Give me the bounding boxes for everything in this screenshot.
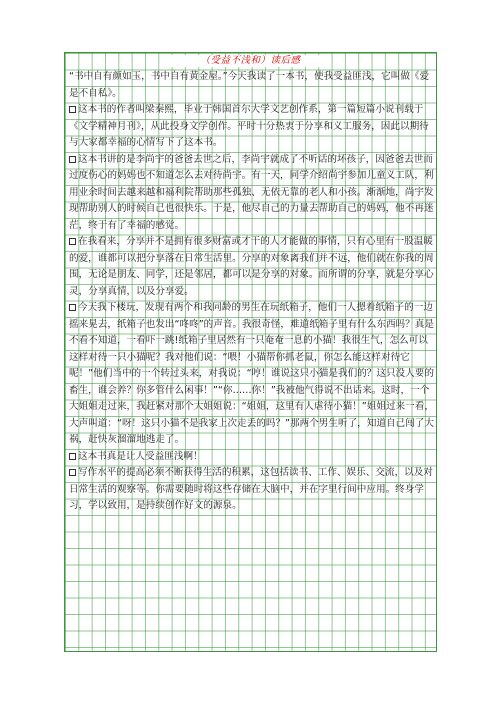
square-bullet-icon [69, 238, 76, 245]
paragraph-4 [69, 234, 435, 300]
square-bullet-icon [69, 106, 76, 113]
paragraph-text: 这本书真是让人受益匪浅啊！ [78, 450, 203, 462]
paragraph-7 [69, 465, 435, 515]
square-bullet-icon [69, 156, 76, 163]
square-bullet-icon [69, 469, 76, 476]
paragraph-text: 这本书的作者叫梁秦熙，毕业于韩国首尔大学文艺创作系，第一篇短篇小说刊载于《文学精神月刊》，从此投身文学创作。平时十分热衷于分享和义工服务，因此以期待与大家都幸福的心情写下了这本书。 [69, 104, 429, 148]
grid-paper-sheet [64, 52, 437, 652]
paragraph-2 [69, 102, 435, 152]
square-bullet-icon [69, 304, 76, 311]
square-bullet-icon [69, 453, 76, 460]
paragraph-5 [69, 300, 435, 449]
paragraph-text: 这本书讲的是李尚宇的爸爸去世之后，李尚宇就成了不听话的坏孩子，因爸爸去世而过度伤心的妈妈也不知道怎么去对待尚宇。有一天，同学介绍尚宇参加儿童义工队，利用业余时间去越来越和福利院帮助那些孤独、无依无靠的老人和小孩。渐渐地，尚宇发现帮助别人的时候自己也很快乐。于是，他尽自己的力量去帮助自己的妈妈，他不再迷茫，终于有了幸福的感觉。 [69, 153, 434, 231]
document-body [69, 69, 435, 515]
document-title: （受益不浅和）读后感 [171, 55, 331, 67]
paragraph-text: “书中自有颜如玉，书中自有黄金屋。”今天我读了一本书，使我受益匪浅，它叫做《爱是不自私》。 [69, 71, 430, 99]
paragraph-text: 今天我下楼玩，发现有两个和我同龄的男生在玩纸箱子，他们一人摁着纸箱子的一边摇来晃去，纸箱子也发出“咚咚”的声音。我很奇怪，难道纸箱子里有什么东西吗？真是不看不知道，一看吓一跳!纸箱子里居然有一只奄奄一息的小猫！我很生气，怎么可以这样对待一只小猫呢？我对他们说：“喂！小猫帮你抓老鼠，你怎么能这样对待它呢！”他们当中的一个转过头来，对我说：“哼！谁说这只小猫是我们的？这只没人要的畜生，谁会养？你多管什么闲事！”“你……你！”我被他气得说不出话来。这时，一个大姐姐走过来，我赶紧对那个大姐姐说：“姐姐，这里有人虐待小猫！”姐姐过来一看，大声叫道：“呀！这只小猫不是我家上次走丢的吗？”那两个男生听了，知道自己闯了大祸，赶快灰溜溜地逃走了。 [69, 302, 434, 445]
paragraph-1 [69, 69, 435, 102]
paragraph-text: 写作水平的提高必须不断获得生活的积累，这包括读书、工作、娱乐、交流，以及对日常生活的观察等。你需要随时将这些存储在大脑中，并在字里行间中应用。终身学习，学以致用，是持续创作好文的源泉。 [69, 467, 433, 511]
paragraph-3 [69, 152, 435, 235]
paragraph-6 [69, 449, 435, 466]
paragraph-text: 在我看来，分享并不是拥有很多财富或才干的人才能做的事情，只有心里有一股温暖的爱，谁都可以把分享落在日常生活里。分享的对象离我们并不远，他们就在你我的周围，无论是朋友、同学，还是邻居，都可以是分享的对象。而所谓的分享，就是分享心灵，分享真情，以及分享爱。 [69, 236, 434, 297]
